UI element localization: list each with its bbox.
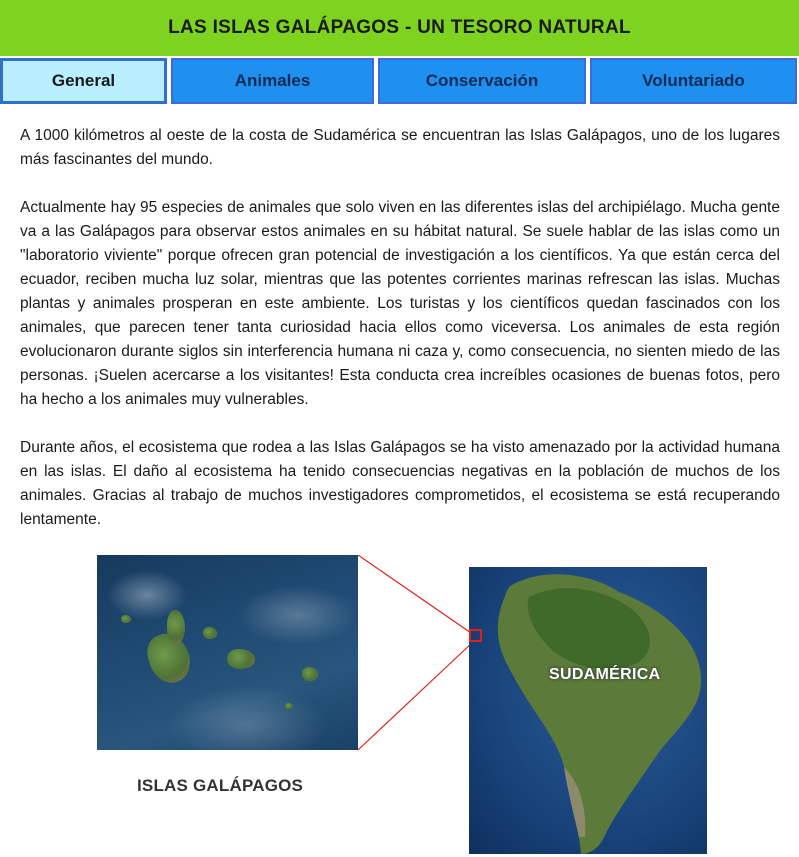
island-shape [121, 615, 131, 623]
map-figure [0, 555, 799, 857]
tab-general[interactable] [0, 58, 167, 104]
paragraph: Durante años, el ecosistema que rodea a las Islas Galápagos se ha visto amenazado por la actividad humana en las islas. El daño al ecosistema ha tenido consecuencias negativas en la población de muchos de los animales. Gracias al trabajo de muchos investigadores comprometidos, el ecosistema se está recuperando lentamente. [20, 439, 780, 528]
paragraph: A 1000 kilómetros al oeste de la costa de Sudamérica se encuentran las Islas Galápagos, uno de los lugares más fascinantes del mundo. [20, 127, 780, 168]
tab-label: General [51, 71, 116, 90]
tab-animales[interactable] [171, 58, 374, 104]
tab-bar [0, 58, 799, 104]
tab-label: Conservación [425, 71, 539, 90]
island-shape [227, 649, 255, 669]
page-header [0, 0, 799, 56]
tab-voluntariado[interactable] [590, 58, 797, 104]
continent-label: SUDAMÉRICA [549, 666, 661, 683]
tab-label: Voluntariado [642, 71, 745, 90]
island-shape [302, 667, 318, 681]
island-shape [285, 703, 293, 709]
south-america-map [469, 567, 707, 854]
tab-label: Animales [234, 71, 311, 90]
continent-shape [469, 567, 707, 854]
galapagos-satellite-image [97, 555, 358, 750]
galapagos-location-marker [469, 629, 482, 642]
paragraph: Actualmente hay 95 especies de animales que solo viven en las diferentes islas del archipiélago. Mucha gente va a las Galápagos para observar estos animales en su hábitat natural. Se suele hablar de las islas como un "laboratorio viviente" porque ofrecen gran potencial de investigación a los científicos. Ya que están cerca del ecuador, reciben mucha luz solar, mientras que las potentes corrientes marinas refrescan las islas. Muchas plantas y animales prosperan en este ambiente. Los turistas y los científicos quedan fascinados con los animales, que parecen tener tanta curiosidad hacia ellos como viceversa. Los animales de esta región evolucionaron durante siglos sin interferencia humana ni caza y, como consecuencia, no sienten miedo de las personas. ¡Suelen acercarse a los visitantes! Esta conducta crea increíbles ocasiones de buenas fotos, pero ha hecho a los animales muy vulnerables. [20, 199, 780, 408]
island-shape [203, 627, 217, 639]
island-shape [167, 610, 185, 644]
article-body [20, 124, 780, 556]
islands-caption: ISLAS GALÁPAGOS [137, 776, 304, 795]
tab-conservacion[interactable] [378, 58, 586, 104]
page-title: LAS ISLAS GALÁPAGOS - UN TESORO NATURAL [168, 17, 631, 38]
